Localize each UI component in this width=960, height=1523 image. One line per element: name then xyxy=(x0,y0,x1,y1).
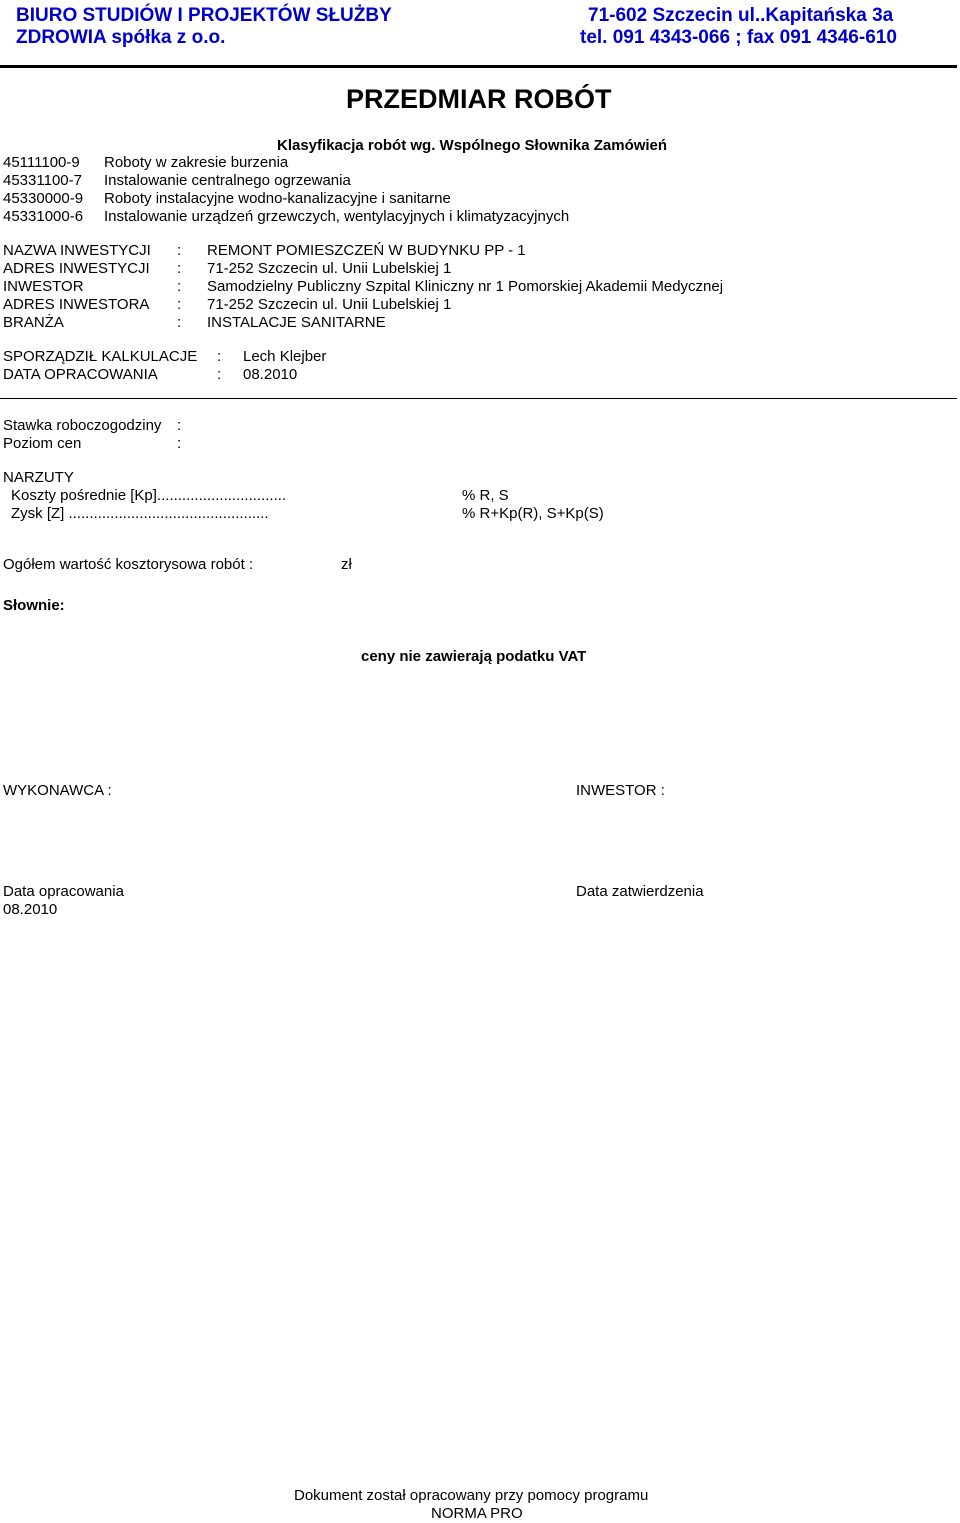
company-name-line2: ZDROWIA spółka z o.o. xyxy=(16,27,226,48)
classification-code: 45330000-9 xyxy=(3,190,84,207)
investment-value: 71-252 Szczecin ul. Unii Lubelskiej 1 xyxy=(207,296,452,313)
footer-line1: Dokument został opracowany przy pomocy programu xyxy=(294,1487,649,1504)
header-divider xyxy=(0,65,957,68)
classification-code: 45331000-6 xyxy=(3,208,84,225)
investment-value: Samodzielny Publiczny Szpital Kliniczny nr 1 Pomorskiej Akademii Medycznej xyxy=(207,278,724,295)
price-level-separator: : xyxy=(177,435,182,452)
investor-label: INWESTOR : xyxy=(576,782,665,799)
classification-name: Instalowanie centralnego ogrzewania xyxy=(104,172,351,189)
prepared-date-label: DATA OPRACOWANIA xyxy=(3,366,158,383)
investment-separator: : xyxy=(177,314,182,331)
classification-name: Roboty instalacyjne wodno-kanalizacyjne i sanitarne xyxy=(104,190,451,207)
prepared-date-value: 08.2010 xyxy=(243,366,298,383)
classification-code: 45331100-7 xyxy=(3,172,82,189)
company-name-line1: BIURO STUDIÓW I PROJEKTÓW SŁUŻBY xyxy=(16,5,392,26)
company-address: 71-602 Szczecin ul..Kapitańska 3a xyxy=(588,5,894,26)
total-value-label: Ogółem wartość kosztorysowa robót : xyxy=(3,556,254,573)
page-title: PRZEDMIAR ROBÓT xyxy=(346,84,612,114)
classification-name: Roboty w zakresie burzenia xyxy=(104,154,289,171)
classification-heading: Klasyfikacja robót wg. Wspólnego Słownika Zamówień xyxy=(277,137,668,154)
investment-value: REMONT POMIESZCZEŃ W BUDYNKU PP - 1 xyxy=(207,242,526,259)
profit-basis: % R+Kp(R), S+Kp(S) xyxy=(462,505,604,522)
indirect-costs-basis: % R, S xyxy=(462,487,509,504)
investment-label: ADRES INWESTORA xyxy=(3,296,150,313)
investment-value: 71-252 Szczecin ul. Unii Lubelskiej 1 xyxy=(207,260,452,277)
hourly-rate-label: Stawka roboczogodziny xyxy=(3,417,162,434)
investment-label: BRANŻA xyxy=(3,314,64,331)
in-words-label: Słownie: xyxy=(3,597,65,614)
investment-separator: : xyxy=(177,278,182,295)
prepared-by-separator: : xyxy=(217,348,222,365)
investment-separator: : xyxy=(177,260,182,277)
investment-separator: : xyxy=(177,296,182,313)
preparation-date-label: Data opracowania xyxy=(3,883,124,900)
prepared-by-label: SPORZĄDZIŁ KALKULACJE xyxy=(3,348,198,365)
vat-note: ceny nie zawierają podatku VAT xyxy=(361,648,587,665)
classification-name: Instalowanie urządzeń grzewczych, wentylacyjnych i klimatyzacyjnych xyxy=(104,208,570,225)
investment-separator: : xyxy=(177,242,182,259)
investment-label: NAZWA INWESTYCJI xyxy=(3,242,151,259)
footer-line2: NORMA PRO xyxy=(431,1505,523,1522)
total-currency: zł xyxy=(341,556,352,573)
prepared-by-value: Lech Klejber xyxy=(243,348,327,365)
hourly-rate-separator: : xyxy=(177,417,182,434)
indirect-costs-label: Koszty pośrednie [Kp]............................... xyxy=(11,487,287,504)
investment-label: INWESTOR xyxy=(3,278,84,295)
prepared-date-separator: : xyxy=(217,366,222,383)
investment-label: ADRES INWESTYCJI xyxy=(3,260,150,277)
preparation-date-value: 08.2010 xyxy=(3,901,58,918)
surcharges-heading: NARZUTY xyxy=(3,469,74,486)
classification-code: 45111100-9 xyxy=(3,154,80,171)
price-level-label: Poziom cen xyxy=(3,435,82,452)
section-divider xyxy=(0,398,957,399)
company-phone: tel. 091 4343-066 ; fax 091 4346-610 xyxy=(580,27,897,48)
investment-value: INSTALACJE SANITARNE xyxy=(207,314,386,331)
profit-label: Zysk [Z] ................................................ xyxy=(11,505,269,522)
approval-date-label: Data zatwierdzenia xyxy=(576,883,704,900)
contractor-label: WYKONAWCA : xyxy=(3,782,112,799)
